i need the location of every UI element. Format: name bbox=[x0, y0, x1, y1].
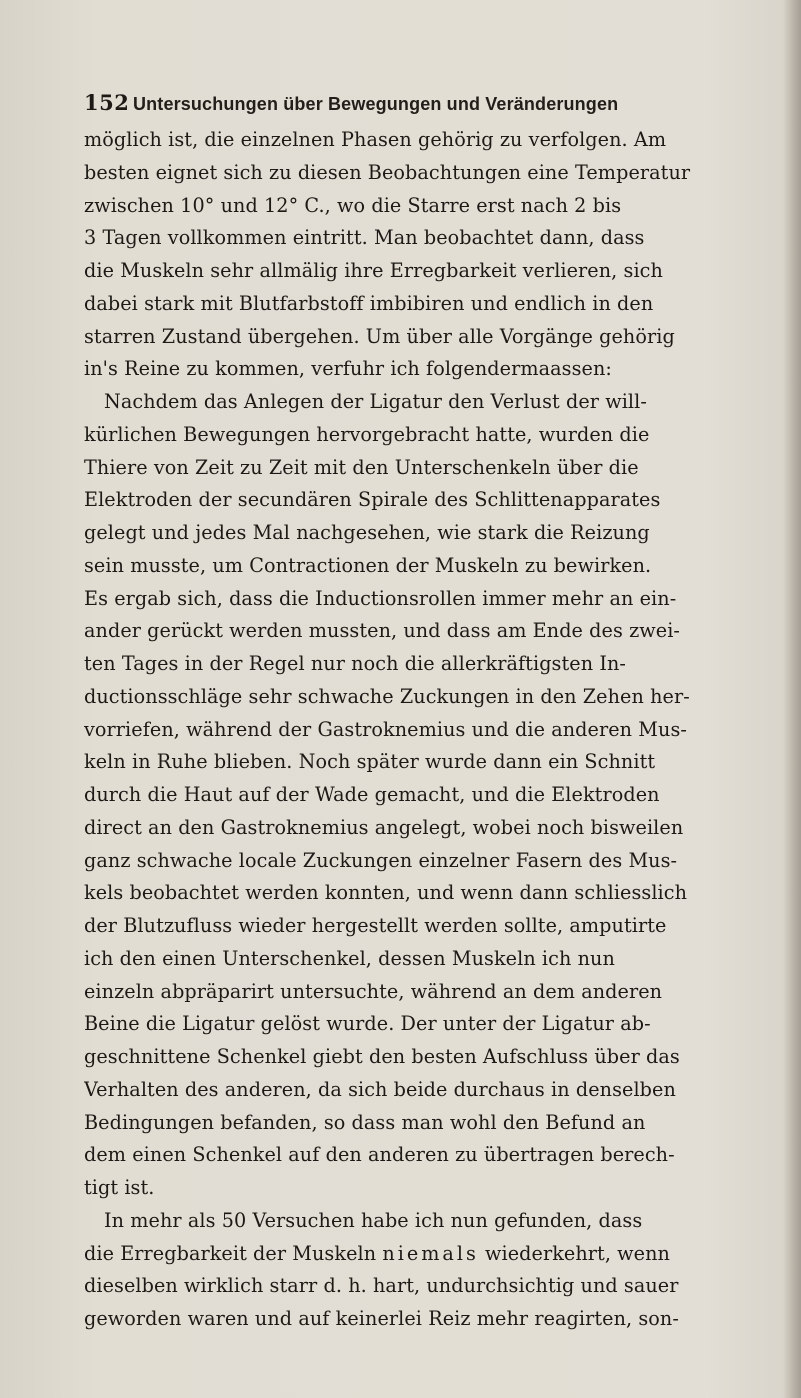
spaced-emphasis-word: niemals bbox=[382, 1241, 479, 1265]
text-line: Thiere von Zeit zu Zeit mit den Unterschenkeln über die bbox=[84, 455, 639, 479]
page-number: 152 bbox=[84, 90, 130, 115]
text-line: sein musste, um Contractionen der Muskeln zu bewirken. bbox=[84, 553, 652, 577]
paragraph-start-line: Nachdem das Anlegen der Ligatur den Verlust der will- bbox=[104, 390, 647, 413]
text-line: kürlichen Bewegungen hervorgebracht hatte, wurden die bbox=[84, 422, 650, 446]
body-text bbox=[84, 124, 752, 1336]
text-line: geworden waren und auf keinerlei Reiz mehr reagirten, son- bbox=[84, 1307, 679, 1330]
text-line: durch die Haut auf der Wade gemacht, und die Elektroden bbox=[84, 783, 660, 806]
text-line: ander gerückt werden mussten, und dass am Ende des zwei- bbox=[84, 619, 680, 643]
running-head: Untersuchungen über Bewegungen und Veränderungen bbox=[133, 94, 619, 114]
text-line: Verhalten des anderen, da sich beide durchaus in denselben bbox=[84, 1077, 676, 1101]
text-line: dabei stark mit Blutfarbstoff imbibiren und endlich in den bbox=[84, 291, 654, 315]
text-line: ich den einen Unterschenkel, dessen Muskeln ich nun bbox=[84, 946, 615, 970]
text-line: ganz schwache locale Zuckungen einzelner Fasern des Mus- bbox=[84, 848, 678, 872]
text-line: dieselben wirklich starr d. h. hart, undurchsichtig und sauer bbox=[84, 1274, 679, 1298]
text-line: die Muskeln sehr allmälig ihre Erregbarkeit verlieren, sich bbox=[84, 259, 663, 282]
text-line: einzeln abpräparirt untersuchte, während an dem anderen bbox=[84, 979, 663, 1003]
text-line: 3 Tagen vollkommen eintritt. Man beobachtet dann, dass bbox=[84, 226, 645, 250]
text-line: Es ergab sich, dass die Inductionsrollen immer mehr an ein- bbox=[84, 586, 677, 610]
text-line: gelegt und jedes Mal nachgesehen, wie stark die Reizung bbox=[84, 521, 650, 544]
text-line: geschnittene Schenkel giebt den besten Aufschluss über das bbox=[84, 1045, 680, 1068]
page-edge-shadow bbox=[783, 0, 801, 1398]
text-line: kels beobachtet werden konnten, und wenn dann schliesslich bbox=[84, 881, 688, 905]
text-line: möglich ist, die einzelnen Phasen gehörig zu verfolgen. Am bbox=[84, 128, 667, 151]
text-line: zwischen 10° und 12° C., wo die Starre erst nach 2 bis bbox=[84, 193, 622, 217]
text-line: Elektroden der secundären Spirale des Schlittenapparates bbox=[84, 488, 661, 512]
text-line: besten eignet sich zu diesen Beobachtungen eine Temperatur bbox=[84, 160, 691, 184]
text-line: Beine die Ligatur gelöst wurde. Der unter der Ligatur ab- bbox=[84, 1012, 651, 1036]
text-line: direct an den Gastroknemius angelegt, wobei noch bisweilen bbox=[84, 815, 684, 839]
text-line: tigt ist. bbox=[84, 1176, 155, 1199]
text-line: ten Tages in der Regel nur noch die allerkräftigsten In- bbox=[84, 652, 626, 675]
text-line: ductionsschläge sehr schwache Zuckungen in den Zehen her- bbox=[84, 684, 690, 708]
text-line: der Blutzufluss wieder hergestellt werden sollte, amputirte bbox=[84, 914, 667, 937]
paragraph-start-line: In mehr als 50 Versuchen habe ich nun gefunden, dass bbox=[104, 1208, 643, 1232]
text-line: Bedingungen befanden, so dass man wohl den Befund an bbox=[84, 1110, 646, 1134]
text-line: dem einen Schenkel auf den anderen zu übertragen berech- bbox=[84, 1143, 675, 1167]
text-line: in's Reine zu kommen, verfuhr ich folgendermaassen: bbox=[84, 357, 612, 381]
text-line: starren Zustand übergehen. Um über alle Vorgänge gehörig bbox=[84, 324, 675, 348]
text-line: keln in Ruhe blieben. Noch später wurde dann ein Schnitt bbox=[84, 750, 656, 774]
text-line-with-emphasis bbox=[84, 1238, 752, 1271]
text-segment: wiederkehrt, wenn bbox=[478, 1241, 670, 1265]
text-line: vorriefen, während der Gastroknemius und die anderen Mus- bbox=[84, 717, 687, 741]
text-segment: die Erregbarkeit der Muskeln bbox=[84, 1241, 383, 1265]
